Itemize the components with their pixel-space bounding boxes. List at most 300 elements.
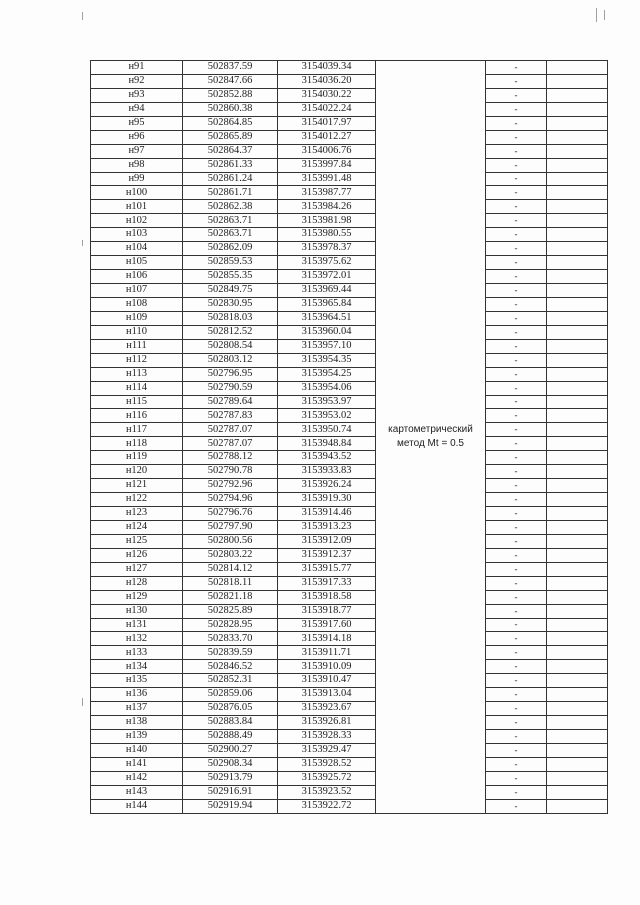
scan-artifact-mark <box>82 698 83 706</box>
table-row <box>91 660 608 674</box>
empty-cell <box>547 242 608 256</box>
point-name-cell: н139 <box>91 730 183 744</box>
empty-cell <box>547 716 608 730</box>
point-name-cell: н102 <box>91 214 183 228</box>
x-coordinate-cell: 502788.12 <box>183 451 278 465</box>
empty-cell <box>547 186 608 200</box>
y-coordinate-cell: 3153950.74 <box>278 423 376 437</box>
y-coordinate-cell: 3153954.35 <box>278 353 376 367</box>
y-coordinate-cell: 3153948.84 <box>278 437 376 451</box>
x-coordinate-cell: 502814.12 <box>183 562 278 576</box>
x-coordinate-cell: 502876.05 <box>183 702 278 716</box>
point-name-cell: н105 <box>91 256 183 270</box>
dash-cell: - <box>486 144 547 158</box>
point-name-cell: н142 <box>91 771 183 785</box>
table-row <box>91 158 608 172</box>
point-name-cell: н125 <box>91 534 183 548</box>
point-name-cell: н137 <box>91 702 183 716</box>
table-row <box>91 381 608 395</box>
scan-artifact-mark <box>82 240 83 246</box>
point-name-cell: н133 <box>91 646 183 660</box>
point-name-cell: н96 <box>91 130 183 144</box>
point-name-cell: н100 <box>91 186 183 200</box>
y-coordinate-cell: 3153913.23 <box>278 520 376 534</box>
dash-cell: - <box>486 102 547 116</box>
point-name-cell: н92 <box>91 74 183 88</box>
point-name-cell: н143 <box>91 785 183 799</box>
table-row <box>91 74 608 88</box>
empty-cell <box>547 395 608 409</box>
dash-cell: - <box>486 534 547 548</box>
x-coordinate-cell: 502830.95 <box>183 297 278 311</box>
table-row <box>91 771 608 785</box>
point-name-cell: н126 <box>91 548 183 562</box>
empty-cell <box>547 646 608 660</box>
empty-cell <box>547 423 608 437</box>
empty-cell <box>547 270 608 284</box>
y-coordinate-cell: 3153910.09 <box>278 660 376 674</box>
y-coordinate-cell: 3153969.44 <box>278 284 376 298</box>
table-row <box>91 702 608 716</box>
y-coordinate-cell: 3153960.04 <box>278 325 376 339</box>
scan-artifact-mark <box>82 12 83 20</box>
table-row <box>91 423 608 437</box>
dash-cell: - <box>486 465 547 479</box>
y-coordinate-cell: 3154006.76 <box>278 144 376 158</box>
empty-cell <box>547 144 608 158</box>
table-row <box>91 674 608 688</box>
y-coordinate-cell: 3153914.46 <box>278 507 376 521</box>
table-row <box>91 590 608 604</box>
table-row <box>91 102 608 116</box>
scan-artifact-mark <box>596 8 597 22</box>
x-coordinate-cell: 502839.59 <box>183 646 278 660</box>
table-row <box>91 604 608 618</box>
dash-cell: - <box>486 367 547 381</box>
empty-cell <box>547 61 608 75</box>
table-row <box>91 284 608 298</box>
y-coordinate-cell: 3153984.26 <box>278 200 376 214</box>
x-coordinate-cell: 502852.88 <box>183 88 278 102</box>
table-row <box>91 716 608 730</box>
point-name-cell: н135 <box>91 674 183 688</box>
table-row <box>91 297 608 311</box>
table-row <box>91 353 608 367</box>
table-row <box>91 757 608 771</box>
point-name-cell: н130 <box>91 604 183 618</box>
point-name-cell: н124 <box>91 520 183 534</box>
point-name-cell: н91 <box>91 61 183 75</box>
empty-cell <box>547 493 608 507</box>
empty-cell <box>547 116 608 130</box>
y-coordinate-cell: 3153965.84 <box>278 297 376 311</box>
dash-cell: - <box>486 88 547 102</box>
point-name-cell: н107 <box>91 284 183 298</box>
point-name-cell: н112 <box>91 353 183 367</box>
empty-cell <box>547 451 608 465</box>
empty-cell <box>547 604 608 618</box>
x-coordinate-cell: 502833.70 <box>183 632 278 646</box>
empty-cell <box>547 688 608 702</box>
empty-cell <box>547 367 608 381</box>
table-row <box>91 548 608 562</box>
empty-cell <box>547 520 608 534</box>
x-coordinate-cell: 502861.33 <box>183 158 278 172</box>
y-coordinate-cell: 3153923.67 <box>278 702 376 716</box>
table-row <box>91 270 608 284</box>
x-coordinate-cell: 502864.37 <box>183 144 278 158</box>
dash-cell: - <box>486 325 547 339</box>
dash-cell: - <box>486 284 547 298</box>
point-name-cell: н97 <box>91 144 183 158</box>
point-name-cell: н127 <box>91 562 183 576</box>
dash-cell: - <box>486 743 547 757</box>
y-coordinate-cell: 3153915.77 <box>278 562 376 576</box>
y-coordinate-cell: 3154017.97 <box>278 116 376 130</box>
point-name-cell: н108 <box>91 297 183 311</box>
dash-cell: - <box>486 158 547 172</box>
y-coordinate-cell: 3153918.77 <box>278 604 376 618</box>
dash-cell: - <box>486 799 547 813</box>
x-coordinate-cell: 502908.34 <box>183 757 278 771</box>
empty-cell <box>547 102 608 116</box>
y-coordinate-cell: 3153913.04 <box>278 688 376 702</box>
dash-cell: - <box>486 520 547 534</box>
y-coordinate-cell: 3153912.37 <box>278 548 376 562</box>
table-row <box>91 632 608 646</box>
x-coordinate-cell: 502916.91 <box>183 785 278 799</box>
point-name-cell: н115 <box>91 395 183 409</box>
method-text-line: картометрический <box>388 424 473 436</box>
table-row <box>91 646 608 660</box>
x-coordinate-cell: 502852.31 <box>183 674 278 688</box>
point-name-cell: н132 <box>91 632 183 646</box>
x-coordinate-cell: 502792.96 <box>183 479 278 493</box>
point-name-cell: н134 <box>91 660 183 674</box>
point-name-cell: н138 <box>91 716 183 730</box>
x-coordinate-cell: 502803.22 <box>183 548 278 562</box>
y-coordinate-cell: 3153912.09 <box>278 534 376 548</box>
empty-cell <box>547 548 608 562</box>
y-coordinate-cell: 3153928.52 <box>278 757 376 771</box>
empty-cell <box>547 507 608 521</box>
empty-cell <box>547 74 608 88</box>
x-coordinate-cell: 502825.89 <box>183 604 278 618</box>
dash-cell: - <box>486 395 547 409</box>
dash-cell: - <box>486 646 547 660</box>
dash-cell: - <box>486 353 547 367</box>
dash-cell: - <box>486 618 547 632</box>
x-coordinate-cell: 502818.03 <box>183 311 278 325</box>
coordinates-table <box>90 60 608 814</box>
dash-cell: - <box>486 256 547 270</box>
dash-cell: - <box>486 423 547 437</box>
x-coordinate-cell: 502796.95 <box>183 367 278 381</box>
table-row <box>91 367 608 381</box>
y-coordinate-cell: 3153980.55 <box>278 228 376 242</box>
dash-cell: - <box>486 451 547 465</box>
empty-cell <box>547 130 608 144</box>
table-row <box>91 451 608 465</box>
x-coordinate-cell: 502828.95 <box>183 618 278 632</box>
table-row <box>91 116 608 130</box>
table-row <box>91 437 608 451</box>
table-row <box>91 325 608 339</box>
dash-cell: - <box>486 339 547 353</box>
x-coordinate-cell: 502837.59 <box>183 61 278 75</box>
x-coordinate-cell: 502794.96 <box>183 493 278 507</box>
table-row <box>91 172 608 186</box>
point-name-cell: н111 <box>91 339 183 353</box>
table-row <box>91 493 608 507</box>
dash-cell: - <box>486 730 547 744</box>
y-coordinate-cell: 3153926.81 <box>278 716 376 730</box>
y-coordinate-cell: 3153923.52 <box>278 785 376 799</box>
dash-cell: - <box>486 562 547 576</box>
empty-cell <box>547 88 608 102</box>
x-coordinate-cell: 502859.06 <box>183 688 278 702</box>
y-coordinate-cell: 3153991.48 <box>278 172 376 186</box>
x-coordinate-cell: 502913.79 <box>183 771 278 785</box>
x-coordinate-cell: 502812.52 <box>183 325 278 339</box>
dash-cell: - <box>486 771 547 785</box>
table-row <box>91 743 608 757</box>
empty-cell <box>547 284 608 298</box>
x-coordinate-cell: 502862.09 <box>183 242 278 256</box>
x-coordinate-cell: 502849.75 <box>183 284 278 298</box>
point-name-cell: н129 <box>91 590 183 604</box>
y-coordinate-cell: 3153954.25 <box>278 367 376 381</box>
table-row <box>91 88 608 102</box>
point-name-cell: н117 <box>91 423 183 437</box>
point-name-cell: н119 <box>91 451 183 465</box>
point-name-cell: н140 <box>91 743 183 757</box>
point-name-cell: н114 <box>91 381 183 395</box>
empty-cell <box>547 465 608 479</box>
y-coordinate-cell: 3153917.60 <box>278 618 376 632</box>
y-coordinate-cell: 3153953.02 <box>278 409 376 423</box>
coordinates-table-body <box>91 61 608 814</box>
point-name-cell: н113 <box>91 367 183 381</box>
y-coordinate-cell: 3153914.18 <box>278 632 376 646</box>
x-coordinate-cell: 502796.76 <box>183 507 278 521</box>
x-coordinate-cell: 502883.84 <box>183 716 278 730</box>
table-row <box>91 214 608 228</box>
dash-cell: - <box>486 604 547 618</box>
x-coordinate-cell: 502861.24 <box>183 172 278 186</box>
x-coordinate-cell: 502800.56 <box>183 534 278 548</box>
table-row <box>91 576 608 590</box>
dash-cell: - <box>486 242 547 256</box>
y-coordinate-cell: 3153918.58 <box>278 590 376 604</box>
point-name-cell: н122 <box>91 493 183 507</box>
dash-cell: - <box>486 130 547 144</box>
y-coordinate-cell: 3153997.84 <box>278 158 376 172</box>
x-coordinate-cell: 502808.54 <box>183 339 278 353</box>
table-row <box>91 242 608 256</box>
dash-cell: - <box>486 632 547 646</box>
empty-cell <box>547 311 608 325</box>
x-coordinate-cell: 502797.90 <box>183 520 278 534</box>
y-coordinate-cell: 3153972.01 <box>278 270 376 284</box>
point-name-cell: н94 <box>91 102 183 116</box>
point-name-cell: н123 <box>91 507 183 521</box>
y-coordinate-cell: 3153943.52 <box>278 451 376 465</box>
dash-cell: - <box>486 437 547 451</box>
y-coordinate-cell: 3153928.33 <box>278 730 376 744</box>
empty-cell <box>547 353 608 367</box>
x-coordinate-cell: 502862.38 <box>183 200 278 214</box>
dash-cell: - <box>486 228 547 242</box>
point-name-cell: н118 <box>91 437 183 451</box>
empty-cell <box>547 590 608 604</box>
dash-cell: - <box>486 297 547 311</box>
empty-cell <box>547 562 608 576</box>
empty-cell <box>547 576 608 590</box>
y-coordinate-cell: 3153981.98 <box>278 214 376 228</box>
empty-cell <box>547 660 608 674</box>
dash-cell: - <box>486 576 547 590</box>
table-row <box>91 409 608 423</box>
y-coordinate-cell: 3153964.51 <box>278 311 376 325</box>
point-name-cell: н95 <box>91 116 183 130</box>
dash-cell: - <box>486 493 547 507</box>
dash-cell: - <box>486 270 547 284</box>
empty-cell <box>547 158 608 172</box>
y-coordinate-cell: 3154030.22 <box>278 88 376 102</box>
point-name-cell: н144 <box>91 799 183 813</box>
dash-cell: - <box>486 61 547 75</box>
y-coordinate-cell: 3153926.24 <box>278 479 376 493</box>
point-name-cell: н98 <box>91 158 183 172</box>
x-coordinate-cell: 502855.35 <box>183 270 278 284</box>
x-coordinate-cell: 502847.66 <box>183 74 278 88</box>
x-coordinate-cell: 502863.71 <box>183 228 278 242</box>
dash-cell: - <box>486 674 547 688</box>
point-name-cell: н128 <box>91 576 183 590</box>
x-coordinate-cell: 502787.83 <box>183 409 278 423</box>
table-row <box>91 618 608 632</box>
empty-cell <box>547 771 608 785</box>
empty-cell <box>547 743 608 757</box>
x-coordinate-cell: 502846.52 <box>183 660 278 674</box>
dash-cell: - <box>486 214 547 228</box>
dash-cell: - <box>486 757 547 771</box>
table-row <box>91 228 608 242</box>
table-row <box>91 534 608 548</box>
method-text-line: метод Mt = 0.5 <box>397 437 464 449</box>
dash-cell: - <box>486 74 547 88</box>
scan-artifact-mark <box>604 10 605 20</box>
empty-cell <box>547 200 608 214</box>
y-coordinate-cell: 3154036.20 <box>278 74 376 88</box>
y-coordinate-cell: 3153910.47 <box>278 674 376 688</box>
x-coordinate-cell: 502821.18 <box>183 590 278 604</box>
table-row <box>91 256 608 270</box>
dash-cell: - <box>486 172 547 186</box>
empty-cell <box>547 339 608 353</box>
y-coordinate-cell: 3153975.62 <box>278 256 376 270</box>
y-coordinate-cell: 3153954.06 <box>278 381 376 395</box>
x-coordinate-cell: 502888.49 <box>183 730 278 744</box>
point-name-cell: н109 <box>91 311 183 325</box>
dash-cell: - <box>486 702 547 716</box>
table-row <box>91 507 608 521</box>
table-row <box>91 562 608 576</box>
table-row <box>91 730 608 744</box>
table-row <box>91 395 608 409</box>
empty-cell <box>547 256 608 270</box>
x-coordinate-cell: 502865.89 <box>183 130 278 144</box>
dash-cell: - <box>486 785 547 799</box>
x-coordinate-cell: 502859.53 <box>183 256 278 270</box>
table-row <box>91 144 608 158</box>
y-coordinate-cell: 3153953.97 <box>278 395 376 409</box>
empty-cell <box>547 381 608 395</box>
empty-cell <box>547 228 608 242</box>
method-cell <box>376 61 486 814</box>
dash-cell: - <box>486 660 547 674</box>
empty-cell <box>547 479 608 493</box>
y-coordinate-cell: 3153917.33 <box>278 576 376 590</box>
dash-cell: - <box>486 590 547 604</box>
table-row <box>91 465 608 479</box>
empty-cell <box>547 534 608 548</box>
point-name-cell: н120 <box>91 465 183 479</box>
empty-cell <box>547 785 608 799</box>
empty-cell <box>547 757 608 771</box>
table-row <box>91 479 608 493</box>
y-coordinate-cell: 3153922.72 <box>278 799 376 813</box>
empty-cell <box>547 214 608 228</box>
x-coordinate-cell: 502919.94 <box>183 799 278 813</box>
y-coordinate-cell: 3153919.30 <box>278 493 376 507</box>
table-row <box>91 339 608 353</box>
table-row <box>91 520 608 534</box>
x-coordinate-cell: 502861.71 <box>183 186 278 200</box>
point-name-cell: н104 <box>91 242 183 256</box>
y-coordinate-cell: 3153911.71 <box>278 646 376 660</box>
empty-cell <box>547 702 608 716</box>
x-coordinate-cell: 502790.59 <box>183 381 278 395</box>
x-coordinate-cell: 502790.78 <box>183 465 278 479</box>
y-coordinate-cell: 3154022.24 <box>278 102 376 116</box>
x-coordinate-cell: 502787.07 <box>183 423 278 437</box>
y-coordinate-cell: 3153978.37 <box>278 242 376 256</box>
dash-cell: - <box>486 507 547 521</box>
dash-cell: - <box>486 548 547 562</box>
y-coordinate-cell: 3153929.47 <box>278 743 376 757</box>
dash-cell: - <box>486 381 547 395</box>
point-name-cell: н121 <box>91 479 183 493</box>
dash-cell: - <box>486 479 547 493</box>
table-row <box>91 688 608 702</box>
empty-cell <box>547 799 608 813</box>
table-row <box>91 200 608 214</box>
x-coordinate-cell: 502787.07 <box>183 437 278 451</box>
x-coordinate-cell: 502818.11 <box>183 576 278 590</box>
y-coordinate-cell: 3153957.10 <box>278 339 376 353</box>
point-name-cell: н110 <box>91 325 183 339</box>
table-row <box>91 61 608 75</box>
y-coordinate-cell: 3153925.72 <box>278 771 376 785</box>
table-row <box>91 311 608 325</box>
empty-cell <box>547 172 608 186</box>
point-name-cell: н141 <box>91 757 183 771</box>
x-coordinate-cell: 502789.64 <box>183 395 278 409</box>
point-name-cell: н93 <box>91 88 183 102</box>
dash-cell: - <box>486 409 547 423</box>
